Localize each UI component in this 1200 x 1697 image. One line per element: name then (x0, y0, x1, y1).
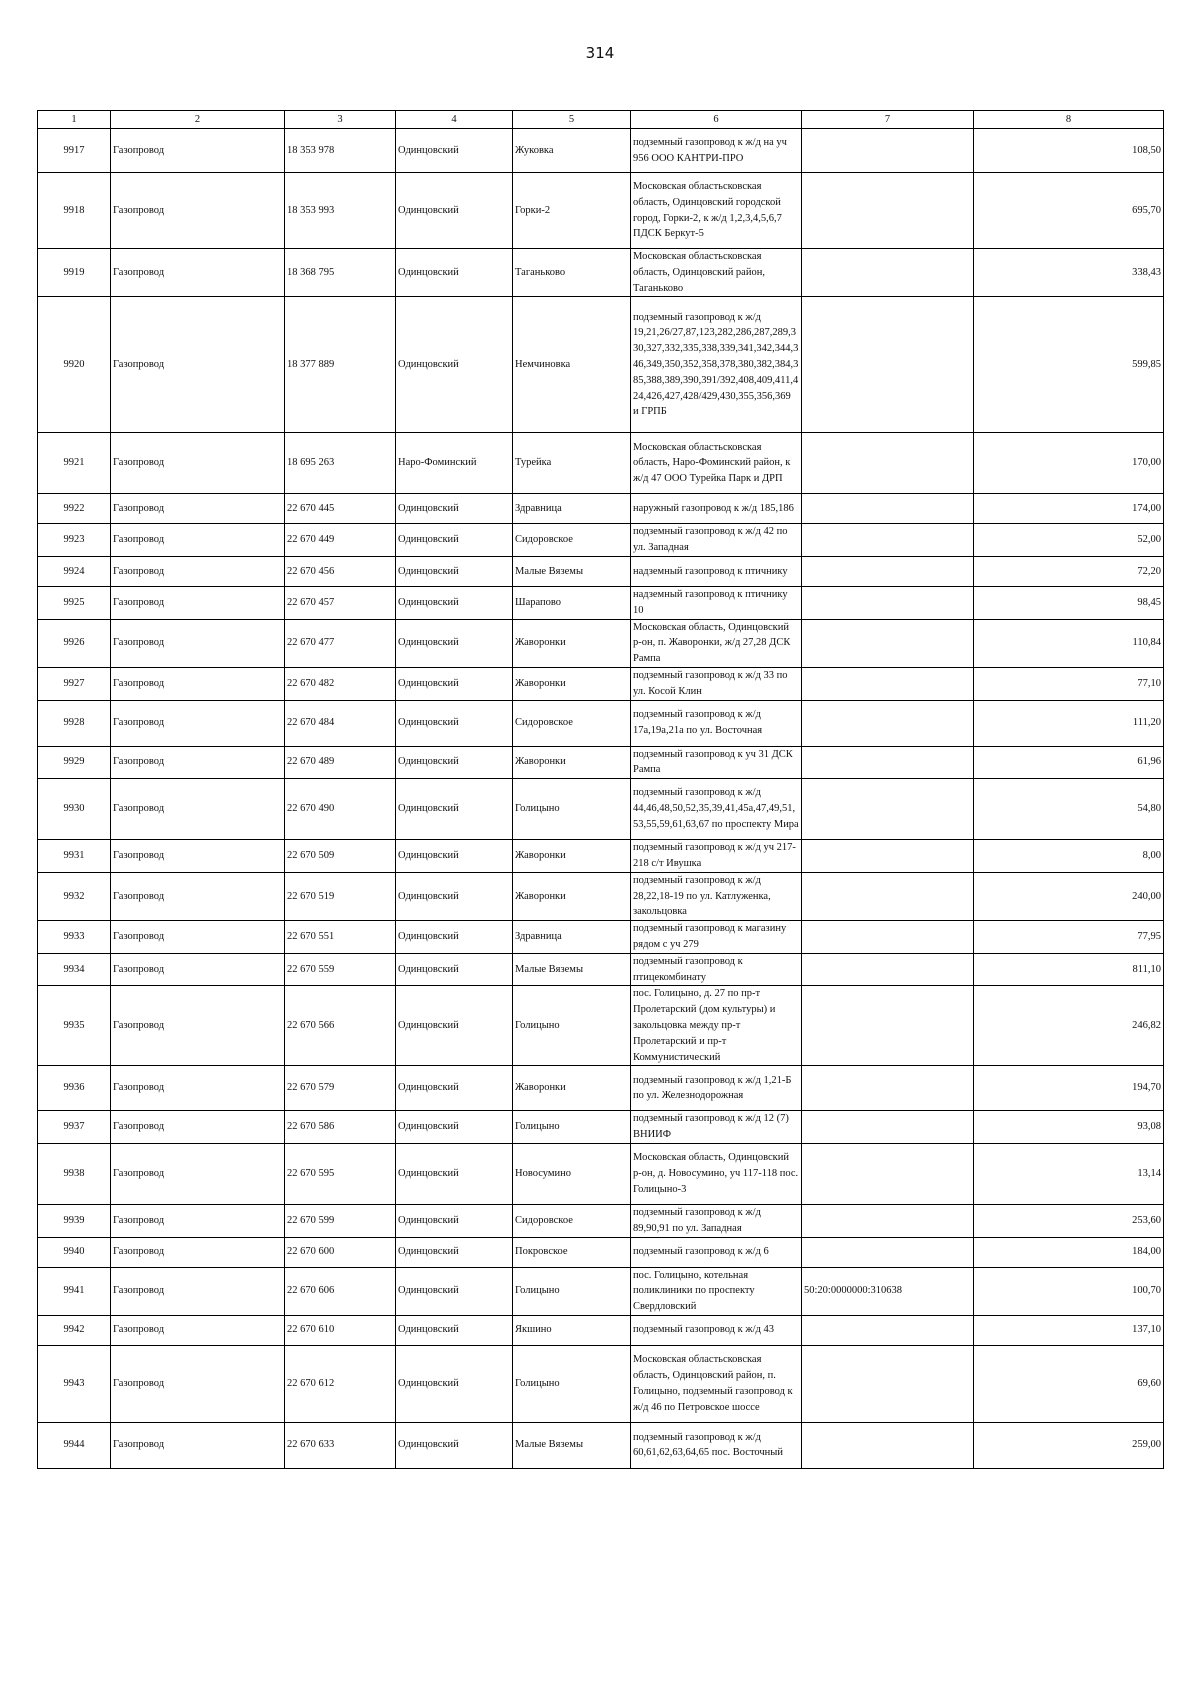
locality: Голицыно (513, 1111, 631, 1144)
cadastral-number (802, 779, 974, 840)
row-number: 9929 (38, 746, 111, 779)
table-row (38, 1267, 1164, 1315)
table-row (38, 1315, 1164, 1345)
length-value: 170,00 (974, 433, 1164, 494)
district: Одинцовский (396, 129, 513, 173)
cadastral-number (802, 953, 974, 986)
cadastral-number (802, 872, 974, 920)
table-body (38, 129, 1164, 1469)
locality: Жаворонки (513, 619, 631, 667)
object-type: Газопровод (111, 1066, 285, 1111)
object-id: 22 670 490 (285, 779, 396, 840)
column-header: 1 (38, 111, 111, 129)
locality: Турейка (513, 433, 631, 494)
district: Одинцовский (396, 297, 513, 433)
description: Московская областьсковская область, Одинцовский район, Таганьково (631, 249, 802, 297)
object-type: Газопровод (111, 524, 285, 557)
district: Одинцовский (396, 1143, 513, 1204)
district: Одинцовский (396, 524, 513, 557)
locality: Здравница (513, 494, 631, 524)
description: подземный газопровод к ж/д 6 (631, 1237, 802, 1267)
cadastral-number (802, 494, 974, 524)
table-row (38, 1066, 1164, 1111)
district: Одинцовский (396, 249, 513, 297)
object-id: 22 670 509 (285, 840, 396, 873)
row-number: 9939 (38, 1204, 111, 1237)
length-value: 61,96 (974, 746, 1164, 779)
table-row (38, 1237, 1164, 1267)
length-value: 54,80 (974, 779, 1164, 840)
table-row (38, 1345, 1164, 1422)
description: пос. Голицыно, котельная поликлиники по проспекту Свердловский (631, 1267, 802, 1315)
table-row (38, 986, 1164, 1066)
object-type: Газопровод (111, 921, 285, 954)
district: Одинцовский (396, 586, 513, 619)
district: Одинцовский (396, 953, 513, 986)
description: наружный газопровод к ж/д 185,186 (631, 494, 802, 524)
length-value: 194,70 (974, 1066, 1164, 1111)
row-number: 9917 (38, 129, 111, 173)
row-number: 9934 (38, 953, 111, 986)
object-id: 22 670 599 (285, 1204, 396, 1237)
object-id: 22 670 449 (285, 524, 396, 557)
length-value: 77,10 (974, 667, 1164, 700)
column-header: 8 (974, 111, 1164, 129)
object-type: Газопровод (111, 1267, 285, 1315)
row-number: 9927 (38, 667, 111, 700)
district: Одинцовский (396, 746, 513, 779)
description: подземный газопровод к ж/д уч 217-218 с/т Ивушка (631, 840, 802, 873)
object-type: Газопровод (111, 1345, 285, 1422)
object-id: 22 670 519 (285, 872, 396, 920)
object-id: 22 670 606 (285, 1267, 396, 1315)
locality: Малые Вяземы (513, 1422, 631, 1468)
object-id: 22 670 566 (285, 986, 396, 1066)
locality: Голицыно (513, 779, 631, 840)
district: Одинцовский (396, 494, 513, 524)
object-type: Газопровод (111, 1204, 285, 1237)
object-id: 18 377 889 (285, 297, 396, 433)
object-id: 22 670 559 (285, 953, 396, 986)
district: Одинцовский (396, 173, 513, 249)
cadastral-number (802, 249, 974, 297)
district: Одинцовский (396, 1066, 513, 1111)
register-table (37, 110, 1164, 1469)
cadastral-number (802, 1422, 974, 1468)
district: Одинцовский (396, 1237, 513, 1267)
description: подземный газопровод к ж/д 42 по ул. Западная (631, 524, 802, 557)
cadastral-number (802, 1237, 974, 1267)
row-number: 9919 (38, 249, 111, 297)
row-number: 9928 (38, 700, 111, 746)
description: надземный газопровод к птичнику (631, 556, 802, 586)
row-number: 9926 (38, 619, 111, 667)
object-type: Газопровод (111, 746, 285, 779)
object-id: 18 353 993 (285, 173, 396, 249)
object-type: Газопровод (111, 986, 285, 1066)
description: Московская область, Одинцовский р-он, п. Жаворонки, ж/д 27,28 ДСК Рампа (631, 619, 802, 667)
district: Одинцовский (396, 667, 513, 700)
object-type: Газопровод (111, 249, 285, 297)
object-type: Газопровод (111, 1315, 285, 1345)
locality: Голицыно (513, 1267, 631, 1315)
length-value: 253,60 (974, 1204, 1164, 1237)
district: Одинцовский (396, 619, 513, 667)
cadastral-number (802, 433, 974, 494)
column-header: 3 (285, 111, 396, 129)
object-id: 22 670 600 (285, 1237, 396, 1267)
row-number: 9933 (38, 921, 111, 954)
row-number: 9936 (38, 1066, 111, 1111)
cadastral-number (802, 986, 974, 1066)
object-type: Газопровод (111, 586, 285, 619)
table-row (38, 586, 1164, 619)
description: подземный газопровод к уч 31 ДСК Рампа (631, 746, 802, 779)
locality: Немчиновка (513, 297, 631, 433)
column-header: 4 (396, 111, 513, 129)
description: подземный газопровод к ж/д 19,21,26/27,87,123,282,286,287,289,330,327,332,335,338,339,341,342,344,346,349,350,352,358,378,380,382,384,385,388,389,390,391/392,408,409,411,424,426,427,428/429,430,355,356,369 и ГРПБ (631, 297, 802, 433)
district: Одинцовский (396, 840, 513, 873)
length-value: 811,10 (974, 953, 1164, 986)
description: Московская областьсковская область, Наро-Фоминский район, к ж/д 47 ООО Турейка Парк и ДРП (631, 433, 802, 494)
description: надземный газопровод к птичнику 10 (631, 586, 802, 619)
locality: Жуковка (513, 129, 631, 173)
table-row (38, 872, 1164, 920)
length-value: 52,00 (974, 524, 1164, 557)
district: Одинцовский (396, 700, 513, 746)
locality: Голицыно (513, 986, 631, 1066)
length-value: 240,00 (974, 872, 1164, 920)
cadastral-number (802, 1345, 974, 1422)
table-row (38, 619, 1164, 667)
row-number: 9938 (38, 1143, 111, 1204)
description: подземный газопровод к ж/д 12 (7) ВНИИФ (631, 1111, 802, 1144)
table-row (38, 173, 1164, 249)
length-value: 13,14 (974, 1143, 1164, 1204)
table-row (38, 1111, 1164, 1144)
object-type: Газопровод (111, 840, 285, 873)
row-number: 9944 (38, 1422, 111, 1468)
object-type: Газопровод (111, 1237, 285, 1267)
description: подземный газопровод к ж/д 89,90,91 по ул. Западная (631, 1204, 802, 1237)
object-id: 18 695 263 (285, 433, 396, 494)
object-type: Газопровод (111, 872, 285, 920)
table-row (38, 249, 1164, 297)
object-type: Газопровод (111, 700, 285, 746)
district: Одинцовский (396, 1422, 513, 1468)
length-value: 110,84 (974, 619, 1164, 667)
description: подземный газопровод к магазину рядом с уч 279 (631, 921, 802, 954)
length-value: 184,00 (974, 1237, 1164, 1267)
object-id: 22 670 477 (285, 619, 396, 667)
locality: Малые Вяземы (513, 556, 631, 586)
table-row (38, 297, 1164, 433)
header-row (38, 111, 1164, 129)
object-type: Газопровод (111, 1111, 285, 1144)
table-row (38, 1204, 1164, 1237)
object-id: 22 670 484 (285, 700, 396, 746)
cadastral-number (802, 1066, 974, 1111)
length-value: 100,70 (974, 1267, 1164, 1315)
length-value: 599,85 (974, 297, 1164, 433)
row-number: 9921 (38, 433, 111, 494)
length-value: 259,00 (974, 1422, 1164, 1468)
column-header: 7 (802, 111, 974, 129)
table-row (38, 746, 1164, 779)
page-number: 314 (585, 44, 615, 62)
row-number: 9932 (38, 872, 111, 920)
district: Одинцовский (396, 1111, 513, 1144)
cadastral-number (802, 1111, 974, 1144)
object-type: Газопровод (111, 173, 285, 249)
locality: Жаворонки (513, 746, 631, 779)
locality: Сидоровское (513, 524, 631, 557)
cadastral-number (802, 129, 974, 173)
table-row (38, 667, 1164, 700)
row-number: 9920 (38, 297, 111, 433)
district: Одинцовский (396, 921, 513, 954)
locality: Шарапово (513, 586, 631, 619)
row-number: 9937 (38, 1111, 111, 1144)
object-id: 22 670 586 (285, 1111, 396, 1144)
cadastral-number (802, 700, 974, 746)
table-row (38, 433, 1164, 494)
length-value: 174,00 (974, 494, 1164, 524)
cadastral-number: 50:20:0000000:310638 (802, 1267, 974, 1315)
locality: Малые Вяземы (513, 953, 631, 986)
row-number: 9923 (38, 524, 111, 557)
object-type: Газопровод (111, 1422, 285, 1468)
locality: Сидоровское (513, 1204, 631, 1237)
cadastral-number (802, 556, 974, 586)
table-row (38, 494, 1164, 524)
object-type: Газопровод (111, 667, 285, 700)
description: подземный газопровод к птицекомбинату (631, 953, 802, 986)
cadastral-number (802, 1315, 974, 1345)
object-id: 22 670 482 (285, 667, 396, 700)
district: Одинцовский (396, 779, 513, 840)
description: подземный газопровод к ж/д 44,46,48,50,52,35,39,41,45а,47,49,51,53,55,59,61,63,67 по проспекту Мира (631, 779, 802, 840)
object-id: 22 670 456 (285, 556, 396, 586)
object-id: 22 670 551 (285, 921, 396, 954)
locality: Таганьково (513, 249, 631, 297)
table-row (38, 921, 1164, 954)
locality: Покровское (513, 1237, 631, 1267)
district: Одинцовский (396, 872, 513, 920)
length-value: 111,20 (974, 700, 1164, 746)
object-type: Газопровод (111, 433, 285, 494)
district: Одинцовский (396, 986, 513, 1066)
cadastral-number (802, 619, 974, 667)
district: Одинцовский (396, 1345, 513, 1422)
description: подземный газопровод к ж/д 60,61,62,63,64,65 пос. Восточный (631, 1422, 802, 1468)
object-id: 22 670 610 (285, 1315, 396, 1345)
locality: Новосумино (513, 1143, 631, 1204)
description: подземный газопровод к ж/д 1,21-Б по ул. Железнодорожная (631, 1066, 802, 1111)
district: Одинцовский (396, 1267, 513, 1315)
object-type: Газопровод (111, 619, 285, 667)
object-id: 22 670 595 (285, 1143, 396, 1204)
column-header: 5 (513, 111, 631, 129)
object-type: Газопровод (111, 556, 285, 586)
description: подземный газопровод к ж/д 28,22,18-19 по ул. Катлуженка, закольцовка (631, 872, 802, 920)
column-header: 2 (111, 111, 285, 129)
length-value: 246,82 (974, 986, 1164, 1066)
locality: Жаворонки (513, 667, 631, 700)
object-id: 18 368 795 (285, 249, 396, 297)
description: пос. Голицыно, д. 27 по пр-т Пролетарский (дом культуры) и закольцовка между пр-т Пролетарский и пр-т Коммунистический (631, 986, 802, 1066)
description: подземный газопровод к ж/д 33 по ул. Косой Клин (631, 667, 802, 700)
column-header: 6 (631, 111, 802, 129)
description: подземный газопровод к ж/д 43 (631, 1315, 802, 1345)
row-number: 9935 (38, 986, 111, 1066)
object-id: 22 670 489 (285, 746, 396, 779)
district: Одинцовский (396, 1315, 513, 1345)
cadastral-number (802, 921, 974, 954)
object-id: 22 670 612 (285, 1345, 396, 1422)
description: подземный газопровод к ж/д 17а,19а,21а по ул. Восточная (631, 700, 802, 746)
locality: Горки-2 (513, 173, 631, 249)
locality: Жаворонки (513, 872, 631, 920)
row-number: 9924 (38, 556, 111, 586)
object-id: 18 353 978 (285, 129, 396, 173)
cadastral-number (802, 746, 974, 779)
district: Одинцовский (396, 556, 513, 586)
object-id: 22 670 445 (285, 494, 396, 524)
locality: Здравница (513, 921, 631, 954)
row-number: 9941 (38, 1267, 111, 1315)
length-value: 695,70 (974, 173, 1164, 249)
table-row (38, 840, 1164, 873)
row-number: 9940 (38, 1237, 111, 1267)
object-type: Газопровод (111, 1143, 285, 1204)
row-number: 9942 (38, 1315, 111, 1345)
object-id: 22 670 579 (285, 1066, 396, 1111)
locality: Жаворонки (513, 1066, 631, 1111)
cadastral-number (802, 840, 974, 873)
description: Московская областьсковская область, Одинцовский район, п. Голицыно, подземный газопровод к ж/д 46 по Петровское шоссе (631, 1345, 802, 1422)
table-row (38, 1422, 1164, 1468)
cadastral-number (802, 667, 974, 700)
description: Московская область, Одинцовский р-он, д. Новосумино, уч 117-118 пос. Голицыно-3 (631, 1143, 802, 1204)
row-number: 9931 (38, 840, 111, 873)
object-type: Газопровод (111, 494, 285, 524)
description: Московская областьсковская область, Одинцовский городской город, Горки-2, к ж/д 1,2,3,4,5,6,7 ПДСК Беркут-5 (631, 173, 802, 249)
row-number: 9918 (38, 173, 111, 249)
table-row (38, 779, 1164, 840)
row-number: 9930 (38, 779, 111, 840)
cadastral-number (802, 1143, 974, 1204)
cadastral-number (802, 524, 974, 557)
table-row (38, 556, 1164, 586)
object-id: 22 670 457 (285, 586, 396, 619)
object-id: 22 670 633 (285, 1422, 396, 1468)
cadastral-number (802, 173, 974, 249)
locality: Якшино (513, 1315, 631, 1345)
description: подземный газопровод к ж/д на уч 956 ООО КАНТРИ-ПРО (631, 129, 802, 173)
row-number: 9922 (38, 494, 111, 524)
locality: Сидоровское (513, 700, 631, 746)
object-type: Газопровод (111, 779, 285, 840)
object-type: Газопровод (111, 953, 285, 986)
length-value: 72,20 (974, 556, 1164, 586)
length-value: 8,00 (974, 840, 1164, 873)
length-value: 69,60 (974, 1345, 1164, 1422)
cadastral-number (802, 586, 974, 619)
table-row (38, 700, 1164, 746)
district: Одинцовский (396, 1204, 513, 1237)
length-value: 108,50 (974, 129, 1164, 173)
cadastral-number (802, 297, 974, 433)
row-number: 9943 (38, 1345, 111, 1422)
length-value: 98,45 (974, 586, 1164, 619)
district: Наро-Фоминский (396, 433, 513, 494)
object-type: Газопровод (111, 297, 285, 433)
length-value: 93,08 (974, 1111, 1164, 1144)
table-row (38, 129, 1164, 173)
table-row (38, 953, 1164, 986)
cadastral-number (802, 1204, 974, 1237)
length-value: 338,43 (974, 249, 1164, 297)
object-type: Газопровод (111, 129, 285, 173)
length-value: 77,95 (974, 921, 1164, 954)
locality: Голицыно (513, 1345, 631, 1422)
length-value: 137,10 (974, 1315, 1164, 1345)
table-row (38, 1143, 1164, 1204)
locality: Жаворонки (513, 840, 631, 873)
row-number: 9925 (38, 586, 111, 619)
table-row (38, 524, 1164, 557)
